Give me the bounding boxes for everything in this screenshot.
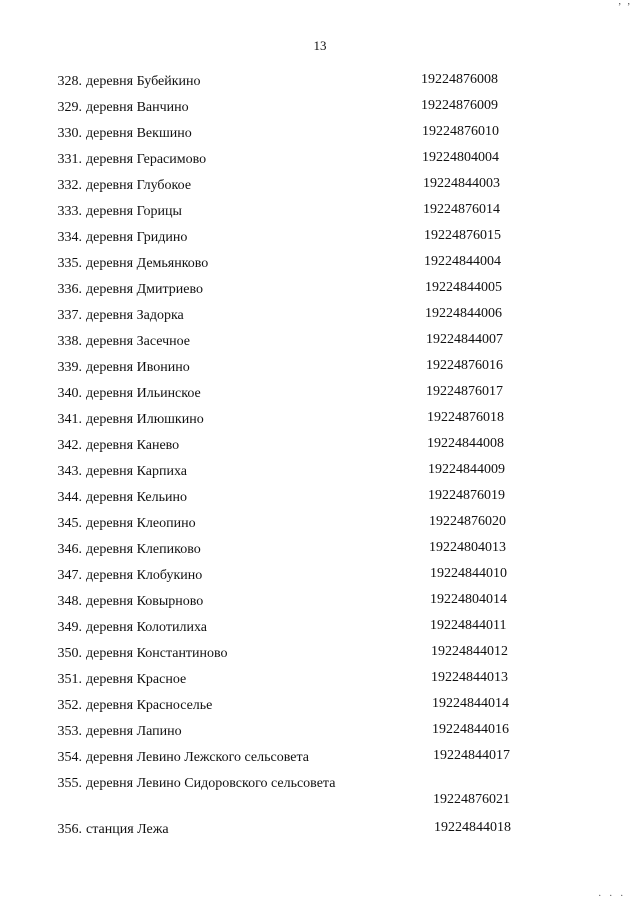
entry-number: 354.: [57, 750, 82, 765]
entry-code: 19224804004: [422, 150, 499, 165]
list-item: [0, 354, 640, 380]
entry-name: деревня Герасимово: [86, 152, 207, 167]
entry-code: 19224844017: [433, 748, 510, 763]
entry-code: 19224876014: [423, 202, 500, 217]
entry-name: деревня Засечное: [86, 334, 190, 349]
entry-number: 329.: [57, 100, 82, 115]
list-item: [0, 224, 640, 250]
entry-name: деревня Клепиково: [86, 542, 201, 557]
entry-code: 19224844014: [432, 696, 509, 711]
entry-name: деревня Глубокое: [86, 178, 192, 193]
entry-code: 19224876021: [433, 792, 510, 807]
entry-code: 19224844003: [423, 176, 500, 191]
entry-number: 348.: [57, 594, 82, 609]
entry-code: 19224844008: [427, 436, 504, 451]
entry-code: 19224876019: [428, 488, 505, 503]
entry-number: 349.: [57, 620, 82, 635]
list-item: [0, 640, 640, 666]
entry-number: 338.: [57, 334, 82, 349]
entry-name: деревня Левино Сидоровского сельсовета: [86, 776, 336, 791]
entry-code: 19224876020: [429, 514, 506, 529]
entry-name: деревня Клеопино: [86, 516, 196, 531]
entry-number: 343.: [57, 464, 82, 479]
entry-name: деревня Ковырново: [86, 594, 204, 609]
entry-number: 328.: [57, 74, 82, 89]
list-item: [0, 692, 640, 718]
entry-name: станция Лежа: [86, 822, 169, 837]
entry-name: деревня Векшино: [86, 126, 192, 141]
list-item: [0, 172, 640, 198]
list-item: [0, 666, 640, 692]
list-item: [0, 276, 640, 302]
scan-artifact-bottom: . . .: [598, 888, 626, 899]
entry-number: 347.: [57, 568, 82, 583]
entry-name: деревня Горицы: [86, 204, 182, 219]
entries-list: [0, 68, 640, 842]
entry-number: 344.: [57, 490, 82, 505]
list-item: [0, 302, 640, 328]
entry-name: деревня Колотилиха: [86, 620, 207, 635]
entry-code: 19224804013: [429, 540, 506, 555]
list-item: [0, 588, 640, 614]
entry-number: 334.: [57, 230, 82, 245]
entry-code: 19224876008: [421, 72, 498, 87]
list-item: [0, 718, 640, 744]
entry-name: деревня Кельино: [86, 490, 187, 505]
list-item: [0, 380, 640, 406]
entry-name: деревня Константиново: [86, 646, 228, 661]
list-item: [0, 250, 640, 276]
entry-code: 19224844007: [426, 332, 503, 347]
entry-code: 19224844013: [431, 670, 508, 685]
entry-name: деревня Бубейкино: [86, 74, 201, 89]
entry-number: 356.: [57, 822, 82, 837]
entry-code: 19224804014: [430, 592, 507, 607]
entry-number: 340.: [57, 386, 82, 401]
entry-number: 345.: [57, 516, 82, 531]
entry-name: деревня Ивонино: [86, 360, 190, 375]
entry-code: 19224876009: [421, 98, 498, 113]
entry-number: 352.: [57, 698, 82, 713]
entry-code: 19224844004: [424, 254, 501, 269]
entry-number: 350.: [57, 646, 82, 661]
list-item: [0, 816, 640, 842]
entry-code: 19224876017: [426, 384, 503, 399]
list-item: [0, 562, 640, 588]
entry-code: 19224844016: [432, 722, 509, 737]
entry-code: 19224844018: [434, 820, 511, 835]
list-item: [0, 120, 640, 146]
entry-number: 339.: [57, 360, 82, 375]
entry-name: деревня Демьянково: [86, 256, 209, 271]
entry-name: деревня Задорка: [86, 308, 184, 323]
entry-code: 19224876016: [426, 358, 503, 373]
list-item: [0, 94, 640, 120]
entry-name: деревня Ильинское: [86, 386, 201, 401]
entry-name: деревня Гридино: [86, 230, 188, 245]
entry-name: деревня Клобукино: [86, 568, 203, 583]
list-item: [0, 146, 640, 172]
entry-number: 342.: [57, 438, 82, 453]
entry-name: деревня Красное: [86, 672, 187, 687]
entry-code: 19224876018: [427, 410, 504, 425]
entry-number: 346.: [57, 542, 82, 557]
list-item: [0, 614, 640, 640]
list-item: [0, 536, 640, 562]
entry-code: 19224844011: [430, 618, 507, 633]
entry-code: 19224844006: [425, 306, 502, 321]
entry-number: 333.: [57, 204, 82, 219]
entry-number: 330.: [57, 126, 82, 141]
entry-code: 19224844009: [428, 462, 505, 477]
entry-name: деревня Ванчино: [86, 100, 189, 115]
entry-code: 19224844005: [425, 280, 502, 295]
list-item: [0, 432, 640, 458]
entry-code: 19224876010: [422, 124, 499, 139]
list-item: [0, 458, 640, 484]
list-item: [0, 744, 640, 770]
entry-name: деревня Канево: [86, 438, 180, 453]
entry-number: 351.: [57, 672, 82, 687]
entry-number: 336.: [57, 282, 82, 297]
entry-number: 353.: [57, 724, 82, 739]
list-item: [0, 406, 640, 432]
list-item: [0, 510, 640, 536]
scan-artifact-top: , ,: [618, 0, 632, 7]
entry-code: 19224876015: [424, 228, 501, 243]
entry-number: 355.: [57, 776, 82, 791]
entry-name: деревня Дмитриево: [86, 282, 204, 297]
entry-number: 332.: [57, 178, 82, 193]
list-item: [0, 770, 640, 816]
list-item: [0, 198, 640, 224]
list-item: [0, 484, 640, 510]
entry-name: деревня Илюшкино: [86, 412, 204, 427]
list-item: [0, 68, 640, 94]
entry-number: 335.: [57, 256, 82, 271]
entry-name: деревня Лапино: [86, 724, 182, 739]
entry-name: деревня Карпиха: [86, 464, 187, 479]
entry-name: деревня Левино Лежского сельсовета: [86, 750, 309, 765]
entry-number: 331.: [57, 152, 82, 167]
entry-code: 19224844010: [430, 566, 507, 581]
entry-number: 341.: [57, 412, 82, 427]
entry-name: деревня Красноселье: [86, 698, 213, 713]
entry-number: 337.: [57, 308, 82, 323]
entry-code: 19224844012: [431, 644, 508, 659]
page-number: 13: [313, 38, 327, 53]
list-item: [0, 328, 640, 354]
